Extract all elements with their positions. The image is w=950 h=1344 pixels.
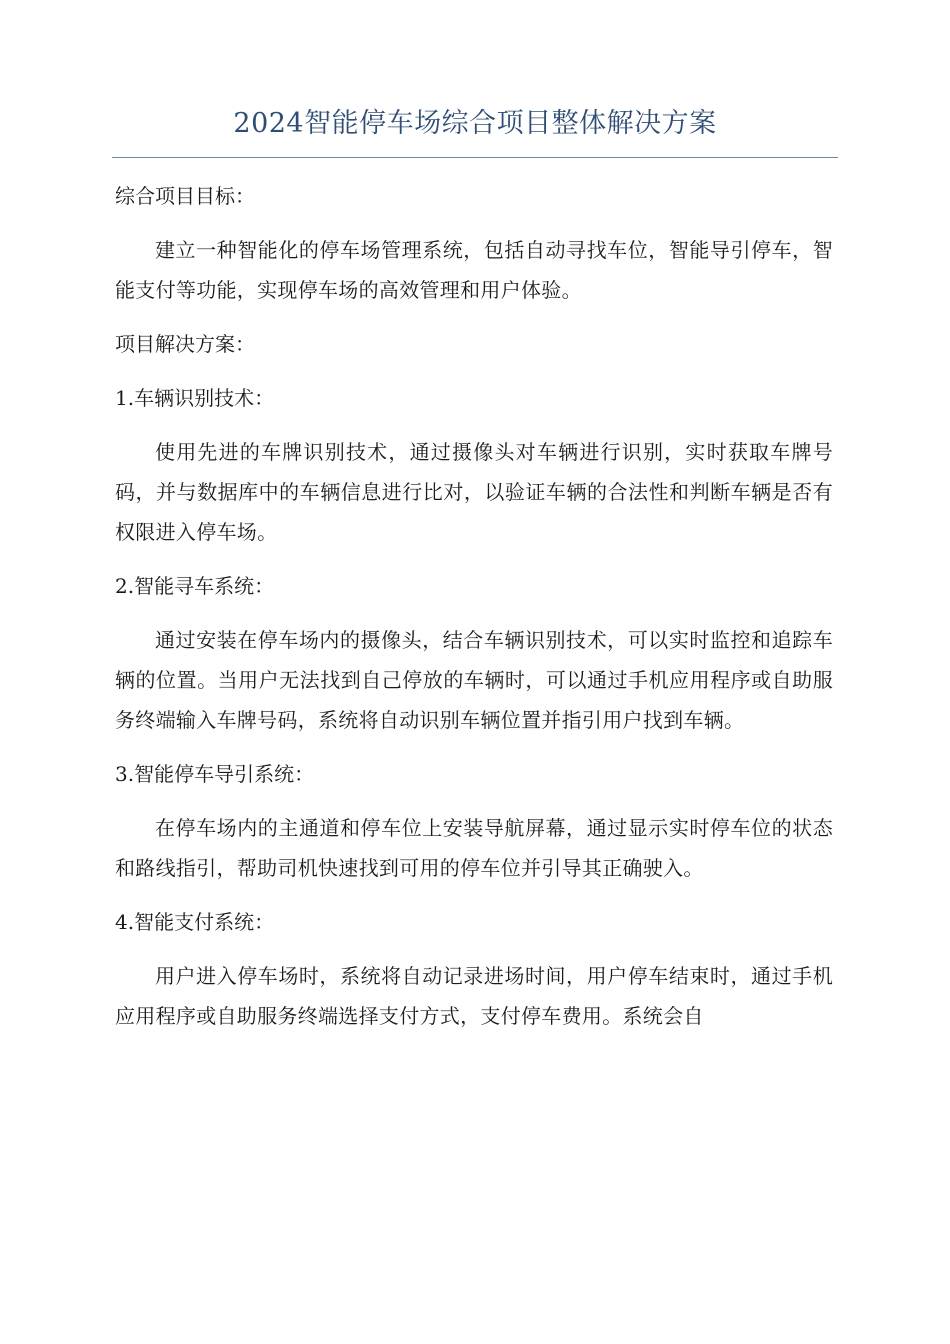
paragraph-vehicle-recognition: 使用先进的车牌识别技术，通过摄像头对车辆进行识别，实时获取车牌号码，并与数据库中的车辆信息进行比对，以验证车辆的合法性和判断车辆是否有权限进入停车场。 bbox=[115, 440, 833, 544]
paragraph-parking-guidance: 在停车场内的主通道和停车位上安装导航屏幕，通过显示实时停车位的状态和路线指引，帮助司机快速找到可用的停车位并引导其正确驶入。 bbox=[115, 816, 833, 880]
document-title: 2024智能停车场综合项目整体解决方案 bbox=[233, 108, 717, 139]
document-body bbox=[115, 176, 833, 1050]
paragraph-payment: 用户进入停车场时，系统将自动记录进场时间，用户停车结束时，通过手机应用程序或自助服务终端选择支付方式，支付停车费用。系统会自 bbox=[115, 964, 833, 1028]
section-heading-vehicle-recognition: 1.车辆识别技术： bbox=[115, 386, 275, 410]
paragraph-car-finding: 通过安装在停车场内的摄像头，结合车辆识别技术，可以实时监控和追踪车辆的位置。当用户无法找到自己停放的车辆时，可以通过手机应用程序或自助服务终端输入车牌号码，系统将自动识别车辆位置并指引用户找到车辆。 bbox=[115, 628, 833, 732]
section-heading-parking-guidance: 3.智能停车导引系统： bbox=[115, 762, 315, 786]
section-heading-solution: 项目解决方案： bbox=[115, 332, 255, 356]
section-heading-car-finding: 2.智能寻车系统： bbox=[115, 574, 275, 598]
paragraph-goal: 建立一种智能化的停车场管理系统，包括自动寻找车位，智能导引停车，智能支付等功能，实现停车场的高效管理和用户体验。 bbox=[115, 238, 833, 302]
section-heading-goal: 综合项目目标： bbox=[115, 184, 255, 208]
title-divider bbox=[112, 157, 838, 158]
section-heading-payment: 4.智能支付系统： bbox=[115, 910, 275, 934]
